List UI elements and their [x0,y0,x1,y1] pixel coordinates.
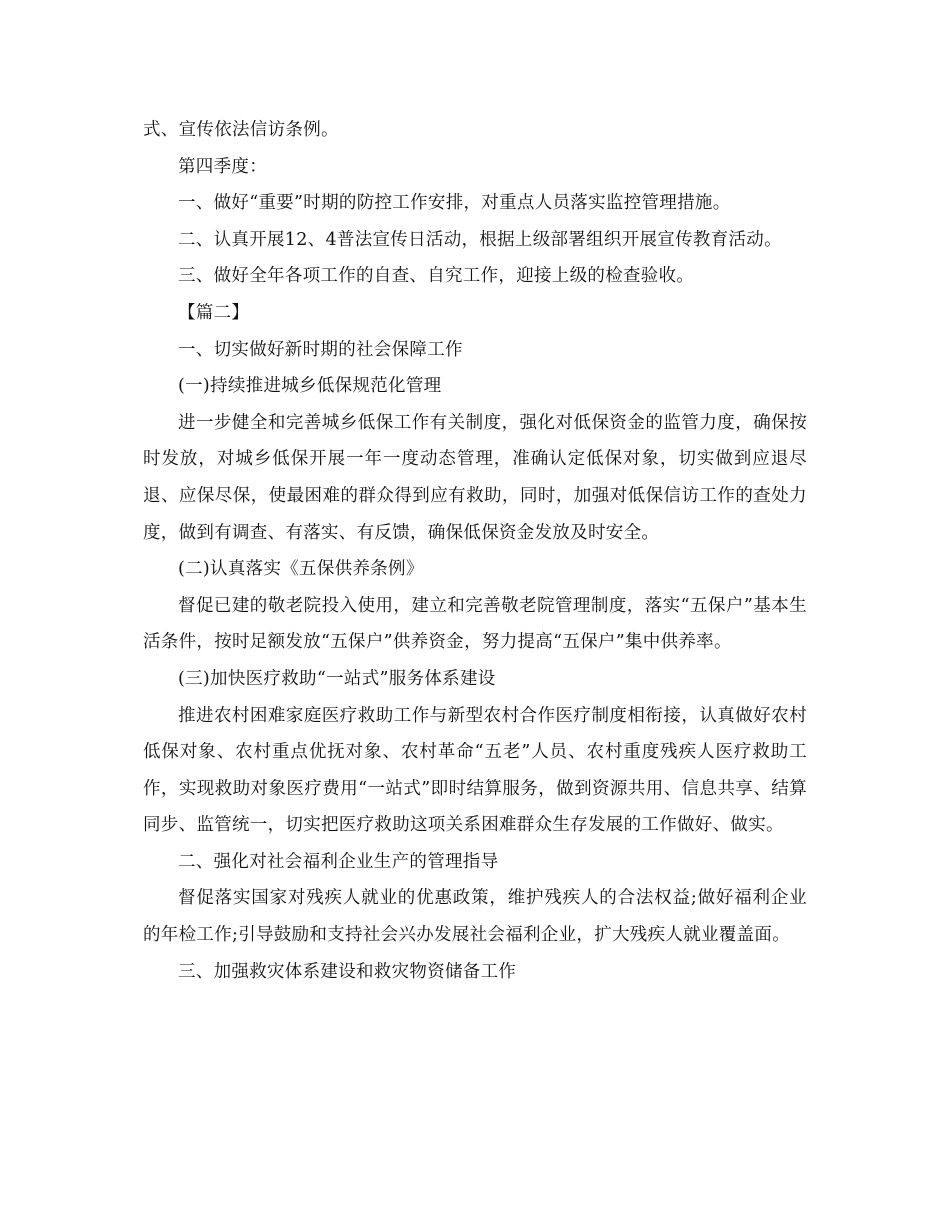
paragraph-five-guarantees: 督促已建的敬老院投入使用，建立和完善敬老院管理制度，落实“五保户”基本生活条件，按时足额发放“五保户”供养资金，努力提高“五保户”集中供养率。 [143,595,807,653]
subheading-medical-aid: (三)加快医疗救助“一站式”服务体系建设 [178,668,496,689]
document-page [143,112,807,990]
heading-welfare-enterprises: 二、强化对社会福利企业生产的管理指导 [178,851,499,872]
paragraph-welfare-enterprises: 督促落实国家对残疾人就业的优惠政策，维护残疾人的合法权益;做好福利企业的年检工作;引导鼓励和支持社会兴办发展社会福利企业，扩大残疾人就业覆盖面。 [143,888,807,946]
paragraph-medical-aid: 推进农村困难家庭医疗救助工作与新型农村合作医疗制度相衔接，认真做好农村低保对象、农村重点优抚对象、农村革命“五老”人员、农村重度残疾人医疗救助工作，实现救助对象医疗费用“一站式”即时结算服务，做到资源共用、信息共享、结算同步、监管统一，切实把医疗救助这项关系困难群众生存发展的工作做好、做实。 [143,705,807,836]
paragraph-item-2: 二、认真开展12、4普法宣传日活动，根据上级部署组织开展宣传教育活动。 [178,229,782,250]
paragraph-minimum-living: 进一步健全和完善城乡低保工作有关制度，强化对低保资金的监管力度，确保按时发放，对城乡低保开展一年一度动态管理，准确认定低保对象，切实做到应退尽退、应保尽保，使最困难的群众得到应有救助，同时，加强对低保信访工作的查处力度，做到有调查、有落实、有反馈，确保低保资金发放及时安全。 [143,412,807,543]
section-heading-part-two: 【篇二】 [178,302,250,323]
heading-disaster-relief: 三、加强救灾体系建设和救灾物资储备工作 [178,961,517,982]
subheading-five-guarantees: (二)认真落实《五保供养条例》 [178,559,424,580]
paragraph-item-3: 三、做好全年各项工作的自查、自究工作，迎接上级的检查验收。 [178,266,695,287]
heading-social-security: 一、切实做好新时期的社会保障工作 [178,339,463,360]
paragraph-continuation: 式、宣传依法信访条例。 [143,120,339,140]
subheading-minimum-living: (一)持续推进城乡低保规范化管理 [178,376,442,397]
heading-fourth-quarter: 第四季度： [178,156,267,177]
paragraph-item-1: 一、做好“重要”时期的防控工作安排，对重点人员落实监控管理措施。 [178,193,731,214]
